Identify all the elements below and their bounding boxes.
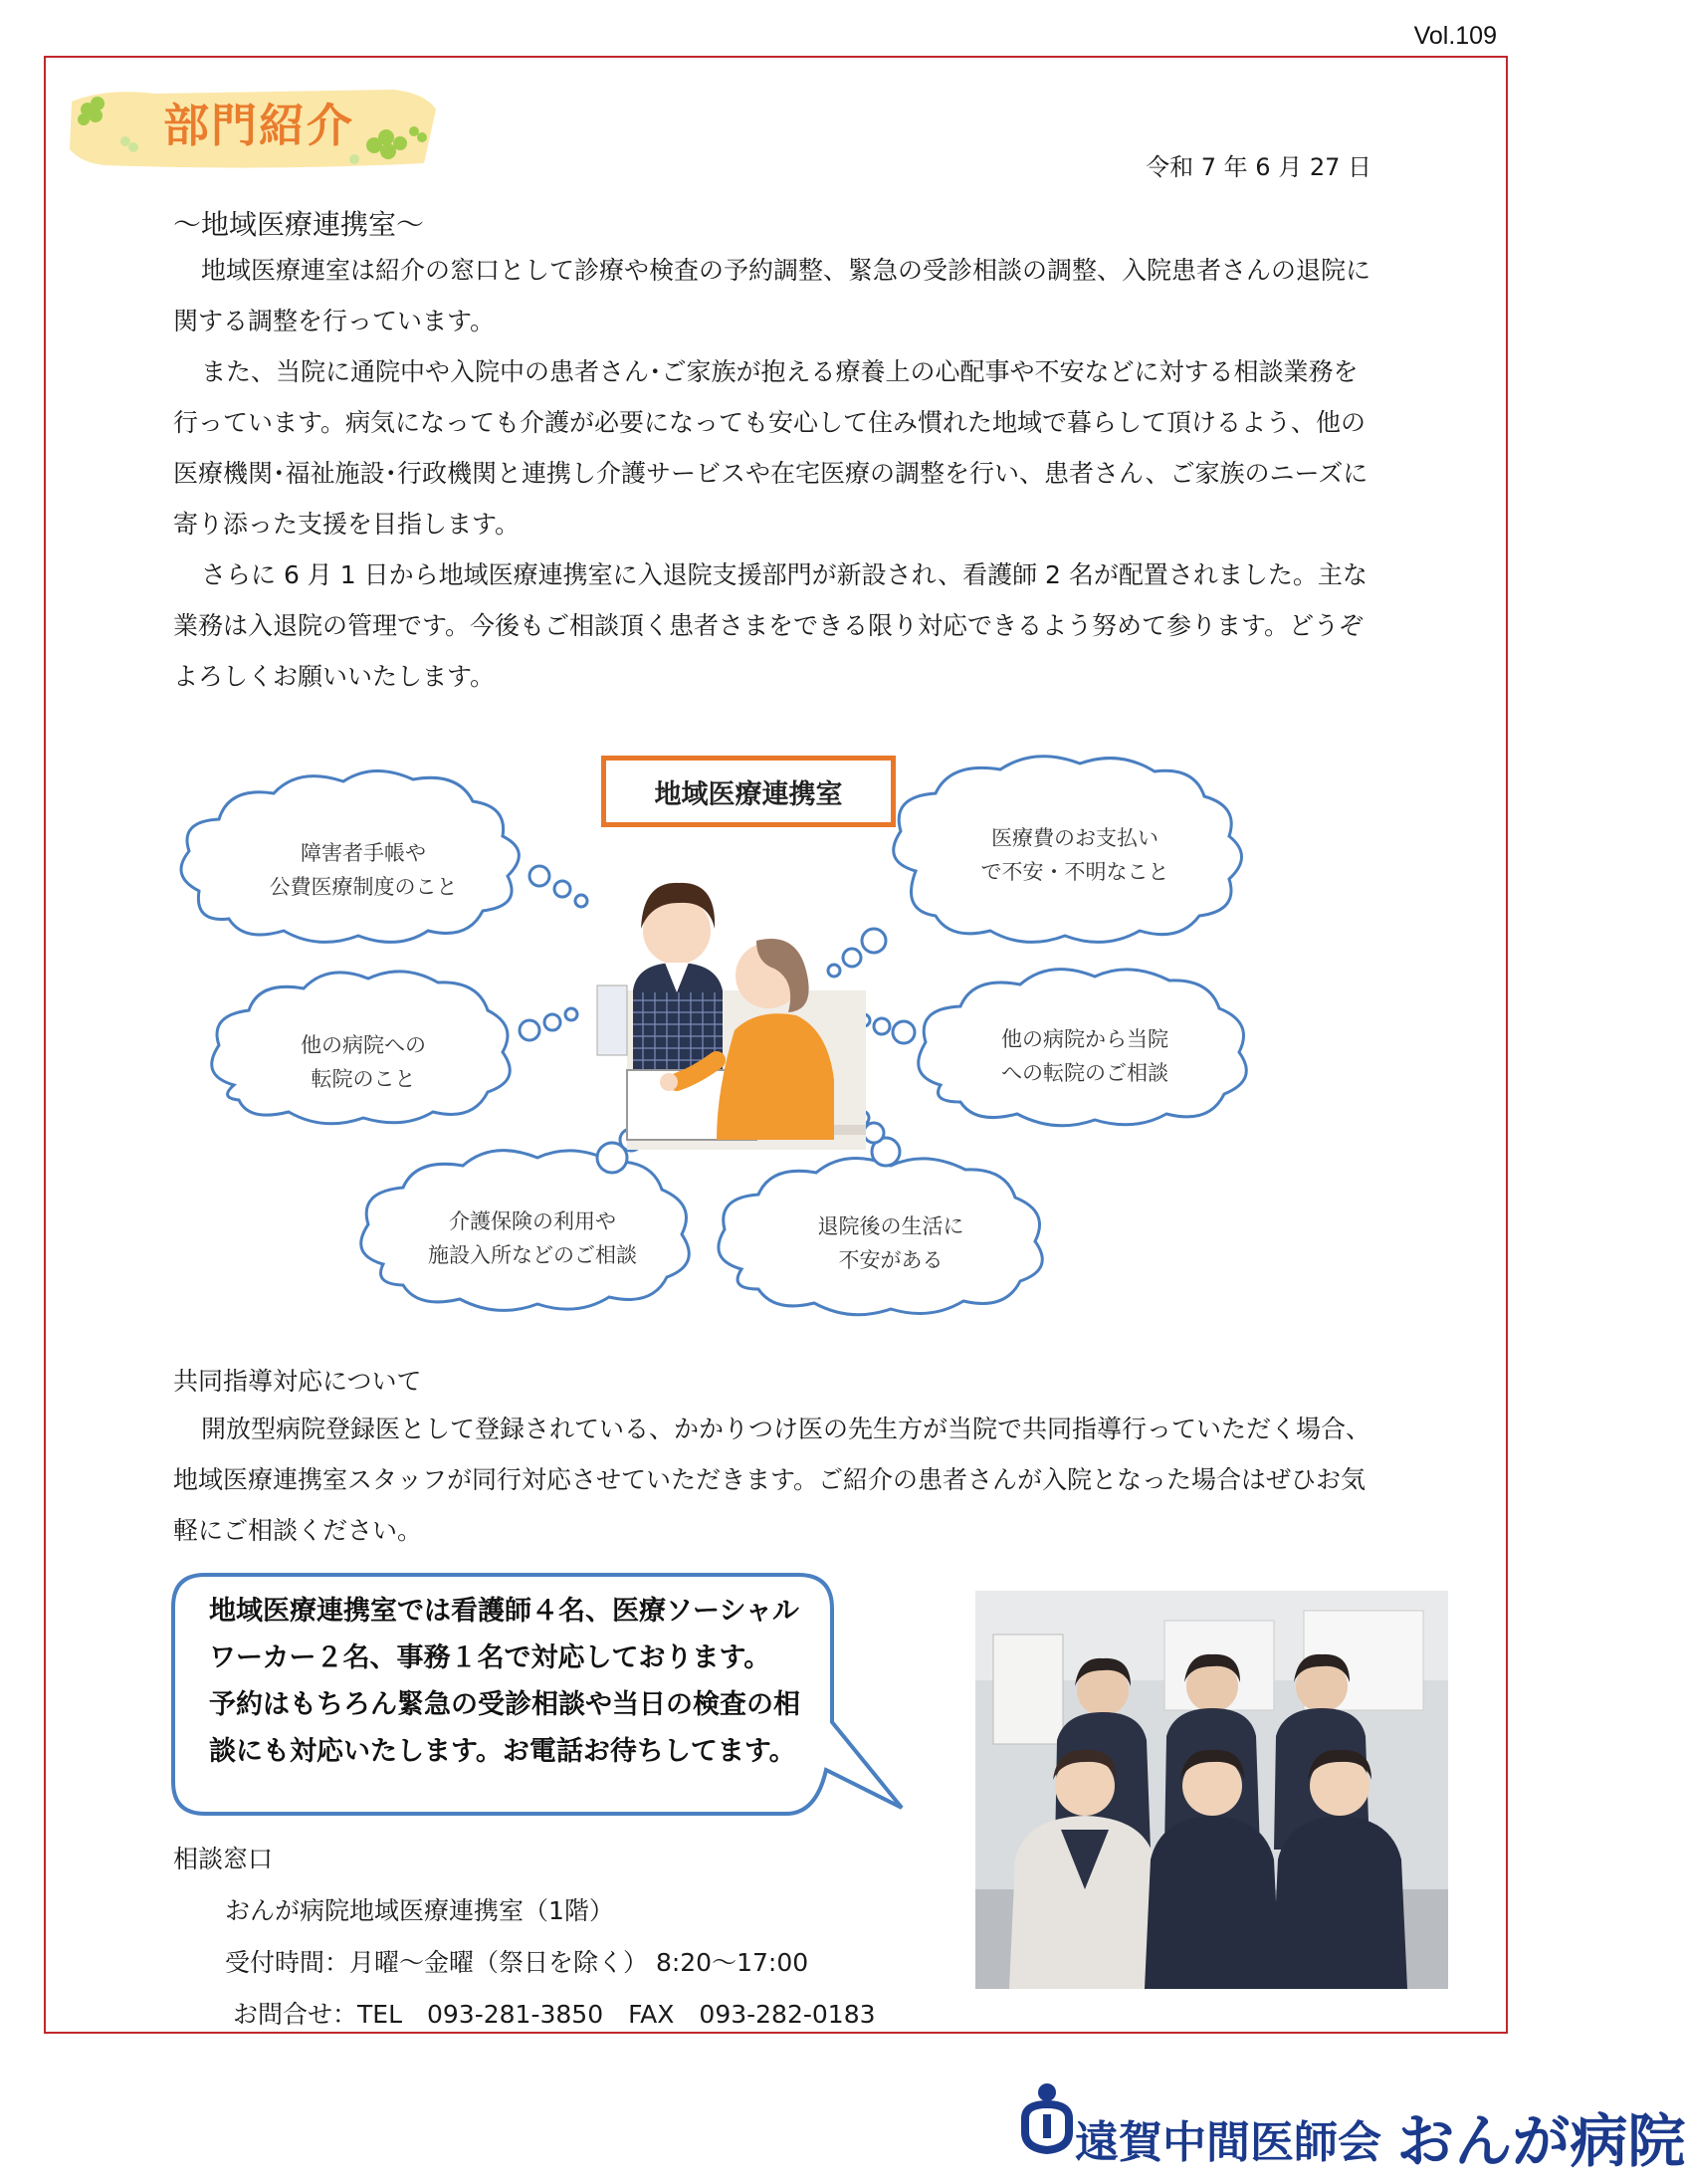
joint-guidance-paragraph: 開放型病院登録医として登録されている、かかりつけ医の先生方が当院で共同指導行っていただく場合、地域医療連携室スタッフが同行対応させていただきます。ご紹介の患者さんが入院となった場合はぜひお気軽にご相談ください。 <box>173 1415 1371 1545</box>
contact-phone: お問合せ：TEL 093-281-3850 FAX 093-282-0183 <box>233 2000 876 2029</box>
hospital-logo-icon <box>1017 2078 1077 2168</box>
cloud-text <box>403 1204 662 1272</box>
article-paragraph: 地域医療連室は紹介の窓口として診療や検査の予約調整、緊急の受診相談の調整、入院患者さんの退院に関する調整を行っています。 <box>173 256 1371 335</box>
article-paragraph: さらに 6 月 1 日から地域医療連携室に入退院支援部門が新設され、看護師 2 名が配置されました。主な業務は入退院の管理です。今後もご相談頂く患者さまをできる限り対応できるよう努めて参ります。どうぞよろしくお願いいたします。 <box>173 560 1368 691</box>
section-banner <box>66 80 444 171</box>
callout-line: 地域医療連携室では看護師４名、医療ソーシャル <box>209 1596 799 1627</box>
cloud-text-line: 他の病院への <box>301 1033 426 1057</box>
contact-location: おんが病院地域医療連携室（1階） <box>225 1896 614 1925</box>
cloud-text-line: で不安・不明なこと <box>980 860 1169 884</box>
cloud-text-line: 退院後の生活に <box>817 1214 964 1238</box>
contact-hours: 受付時間：月曜～金曜（祭日を除く） 8:20～17:00 <box>225 1948 809 1977</box>
cloud-text-line: 他の病院から当院 <box>1001 1027 1168 1051</box>
cloud-text-line: 障害者手帳や <box>301 841 426 865</box>
cloud-text-line: 公費医療制度のこと <box>269 875 458 899</box>
hospital-logo-wordmark <box>1075 2090 1685 2174</box>
center-label-box: 地域医療連携室 <box>601 756 896 827</box>
cloud-text-line: 転院のこと <box>311 1067 416 1091</box>
issue-date: 令和 7 年 6 月 27 日 <box>1146 153 1371 181</box>
cloud-text-line: 不安がある <box>838 1248 944 1272</box>
joint-guidance-heading: 共同指導対応について <box>173 1367 422 1396</box>
cloud-text <box>254 836 473 904</box>
volume-number: Vol.109 <box>1413 22 1497 50</box>
article-heading: ～地域医療連携室～ <box>173 208 425 241</box>
consultation-diagram <box>159 732 1334 1339</box>
article-paragraph: また、当院に通院中や入院中の患者さん･ご家族が抱える療養上の心配事や不安などに対する相談業務を行っています。病気になっても介護が必要になっても安心して住み慣れた地域で暮らして頂けるよう、他の医療機関･福祉施設･行政機関と連携し介護サービスや在宅医療の調整を行い、患者さん、ご家族のニーズに寄り添った支援を目指します。 <box>173 357 1369 539</box>
cloud-text-line: への転院のご相談 <box>1001 1061 1168 1085</box>
hospital-logo <box>1017 2078 1685 2175</box>
cloud-text-line: 介護保険の利用や <box>449 1209 616 1233</box>
cloud-text <box>761 1209 1020 1277</box>
staff-photo <box>975 1591 1448 1989</box>
cloud-text-line: 医療費のお支払い <box>991 826 1158 850</box>
staff-consultation-illustration <box>597 883 866 1150</box>
callout-line: 談にも対応いたします。お電話お待ちしてます。 <box>209 1736 796 1767</box>
cloud-text-line: 施設入所などのご相談 <box>428 1243 637 1267</box>
contact-heading: 相談窓口 <box>173 1845 274 1873</box>
section-title: 部門紹介 <box>163 99 354 152</box>
logo-org-name: 遠賀中間医師会 <box>1075 2117 1381 2168</box>
cloud-text <box>965 1022 1204 1090</box>
logo-hospital-name: おんが病院 <box>1396 2107 1685 2175</box>
callout-line: ワーカー２名、事務１名で対応しております。 <box>209 1642 771 1673</box>
callout-line: 予約はもちろん緊急の受診相談や当日の検査の相 <box>209 1689 800 1720</box>
cloud-text <box>955 821 1194 889</box>
cloud-text <box>254 1028 473 1096</box>
callout-text <box>209 1588 826 1775</box>
